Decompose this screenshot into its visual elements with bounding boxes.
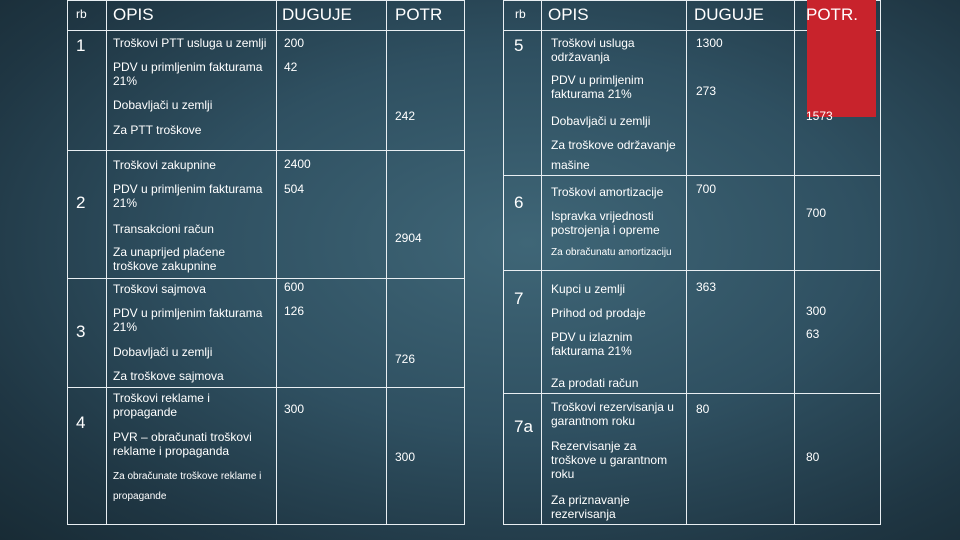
entry-2-opis-4: Za unaprijed plaćene troškove zakupnine: [113, 245, 226, 273]
right-header-opis: OPIS: [548, 5, 589, 24]
entry-2-duguje-2: 504: [284, 182, 305, 196]
left-row-divider-2: [67, 278, 464, 279]
entry-3-opis-1: Troškovi sajmova: [113, 282, 206, 296]
left-row-divider-1: [67, 150, 464, 151]
entry-7-opis-2: Prihod od prodaje: [551, 306, 646, 320]
entry-1-opis-4: Za PTT troškove: [113, 123, 202, 137]
entry-2-opis-1: Troškovi zakupnine: [113, 158, 216, 172]
entry-4-opis-4: propagande: [113, 491, 167, 502]
entry-6-potr-2: 700: [806, 206, 827, 220]
entry-6-opis-3: Za obračunatu amortizaciju: [551, 247, 672, 258]
right-header-potr: POTR.: [806, 5, 858, 24]
entry-1-duguje-2: 42: [284, 60, 298, 74]
entry-3-potr-3: 726: [395, 352, 416, 366]
entry-6-opis-2: Ispravka vrijednosti postrojenja i opreme: [551, 209, 660, 237]
entry-2-duguje-1: 2400: [284, 157, 311, 171]
entry-7a-opis-1: Troškovi rezervisanja u garantnom roku: [551, 400, 674, 428]
entry-3-duguje-1: 600: [284, 280, 305, 294]
entry-5-rb: 5: [514, 36, 524, 55]
entry-7-opis-1: Kupci u zemlji: [551, 282, 626, 296]
left-col-divider-opis: [276, 0, 277, 524]
right-header-rb: rb: [515, 7, 526, 21]
entry-7a-rb: 7a: [514, 417, 533, 436]
entry-6-rb: 6: [514, 193, 524, 212]
entry-3-duguje-2: 126: [284, 304, 305, 318]
entry-7-rb: 7: [514, 289, 524, 308]
entry-6-opis-1: Troškovi amortizacije: [551, 185, 664, 199]
entry-4-duguje-1: 300: [284, 402, 305, 416]
entry-2-rb: 2: [76, 193, 86, 212]
entry-4-rb: 4: [76, 413, 86, 432]
entry-1-potr-3: 242: [395, 109, 416, 123]
right-col-divider-opis: [686, 0, 687, 524]
entry-1-rb: 1: [76, 36, 86, 55]
right-col-divider-duguje: [794, 0, 795, 524]
entry-2-opis-3: Transakcioni račun: [113, 222, 214, 236]
entry-1-opis-2: PDV u primljenim fakturama 21%: [113, 60, 263, 88]
left-col-divider-rb: [106, 0, 107, 524]
entry-4-opis-1: Troškovi reklame i propagande: [113, 391, 210, 419]
entry-5-opis-4: Za troškove održavanje: [551, 138, 676, 152]
entry-7a-opis-3: Za priznavanje rezervisanja: [551, 493, 630, 521]
left-row-divider-3: [67, 387, 464, 388]
entry-5-duguje-1: 1300: [696, 36, 723, 50]
entry-7-duguje-1: 363: [696, 280, 717, 294]
left-header-rb: rb: [76, 7, 87, 21]
entry-2-opis-2: PDV u primljenim fakturama 21%: [113, 182, 263, 210]
left-header-potr: POTR: [395, 5, 443, 24]
entry-7a-potr-2: 80: [806, 450, 820, 464]
entry-5-opis-1: Troškovi usluga održavanja: [551, 36, 635, 64]
left-header-duguje: DUGUJE: [282, 5, 352, 24]
entry-2-potr-3: 2904: [395, 231, 422, 245]
entry-5-potr-3: 1573: [806, 109, 833, 123]
right-row-divider-1: [503, 175, 880, 176]
entry-3-opis-4: Za troškove sajmova: [113, 369, 224, 383]
entry-3-rb: 3: [76, 322, 86, 341]
entry-7-opis-4: Za prodati račun: [551, 376, 639, 390]
entry-6-duguje-1: 700: [696, 182, 717, 196]
entry-3-opis-2: PDV u primljenim fakturama 21%: [113, 306, 263, 334]
entry-4-potr-2: 300: [395, 450, 416, 464]
entry-7-potr-3: 63: [806, 327, 820, 341]
entry-3-opis-3: Dobavljači u zemlji: [113, 345, 213, 359]
left-col-divider-duguje: [386, 0, 387, 524]
entry-5-opis-5: mašine: [551, 158, 590, 172]
right-row-divider-2: [503, 270, 880, 271]
right-col-divider-rb: [541, 0, 542, 524]
entry-5-opis-3: Dobavljači u zemlji: [551, 114, 651, 128]
left-header-divider: [67, 30, 464, 31]
entry-7-opis-3: PDV u izlaznim fakturama 21%: [551, 330, 633, 358]
entry-7-potr-2: 300: [806, 304, 827, 318]
left-header-opis: OPIS: [113, 5, 154, 24]
entry-1-duguje-1: 200: [284, 36, 305, 50]
entry-1-opis-1: Troškovi PTT usluga u zemlji: [113, 36, 267, 50]
entry-1-opis-3: Dobavljači u zemlji: [113, 98, 213, 112]
entry-7a-duguje-1: 80: [696, 402, 710, 416]
entry-5-opis-2: PDV u primljenim fakturama 21%: [551, 73, 644, 101]
entry-4-opis-2: PVR – obračunati troškovi reklame i propaganda: [113, 430, 252, 458]
entry-7a-opis-2: Rezervisanje za troškove u garantnom roku: [551, 439, 668, 481]
right-header-duguje: DUGUJE: [694, 5, 764, 24]
entry-5-duguje-2: 273: [696, 84, 717, 98]
right-row-divider-3: [503, 393, 880, 394]
entry-4-opis-3: Za obračunate troškove reklame i: [113, 471, 262, 482]
